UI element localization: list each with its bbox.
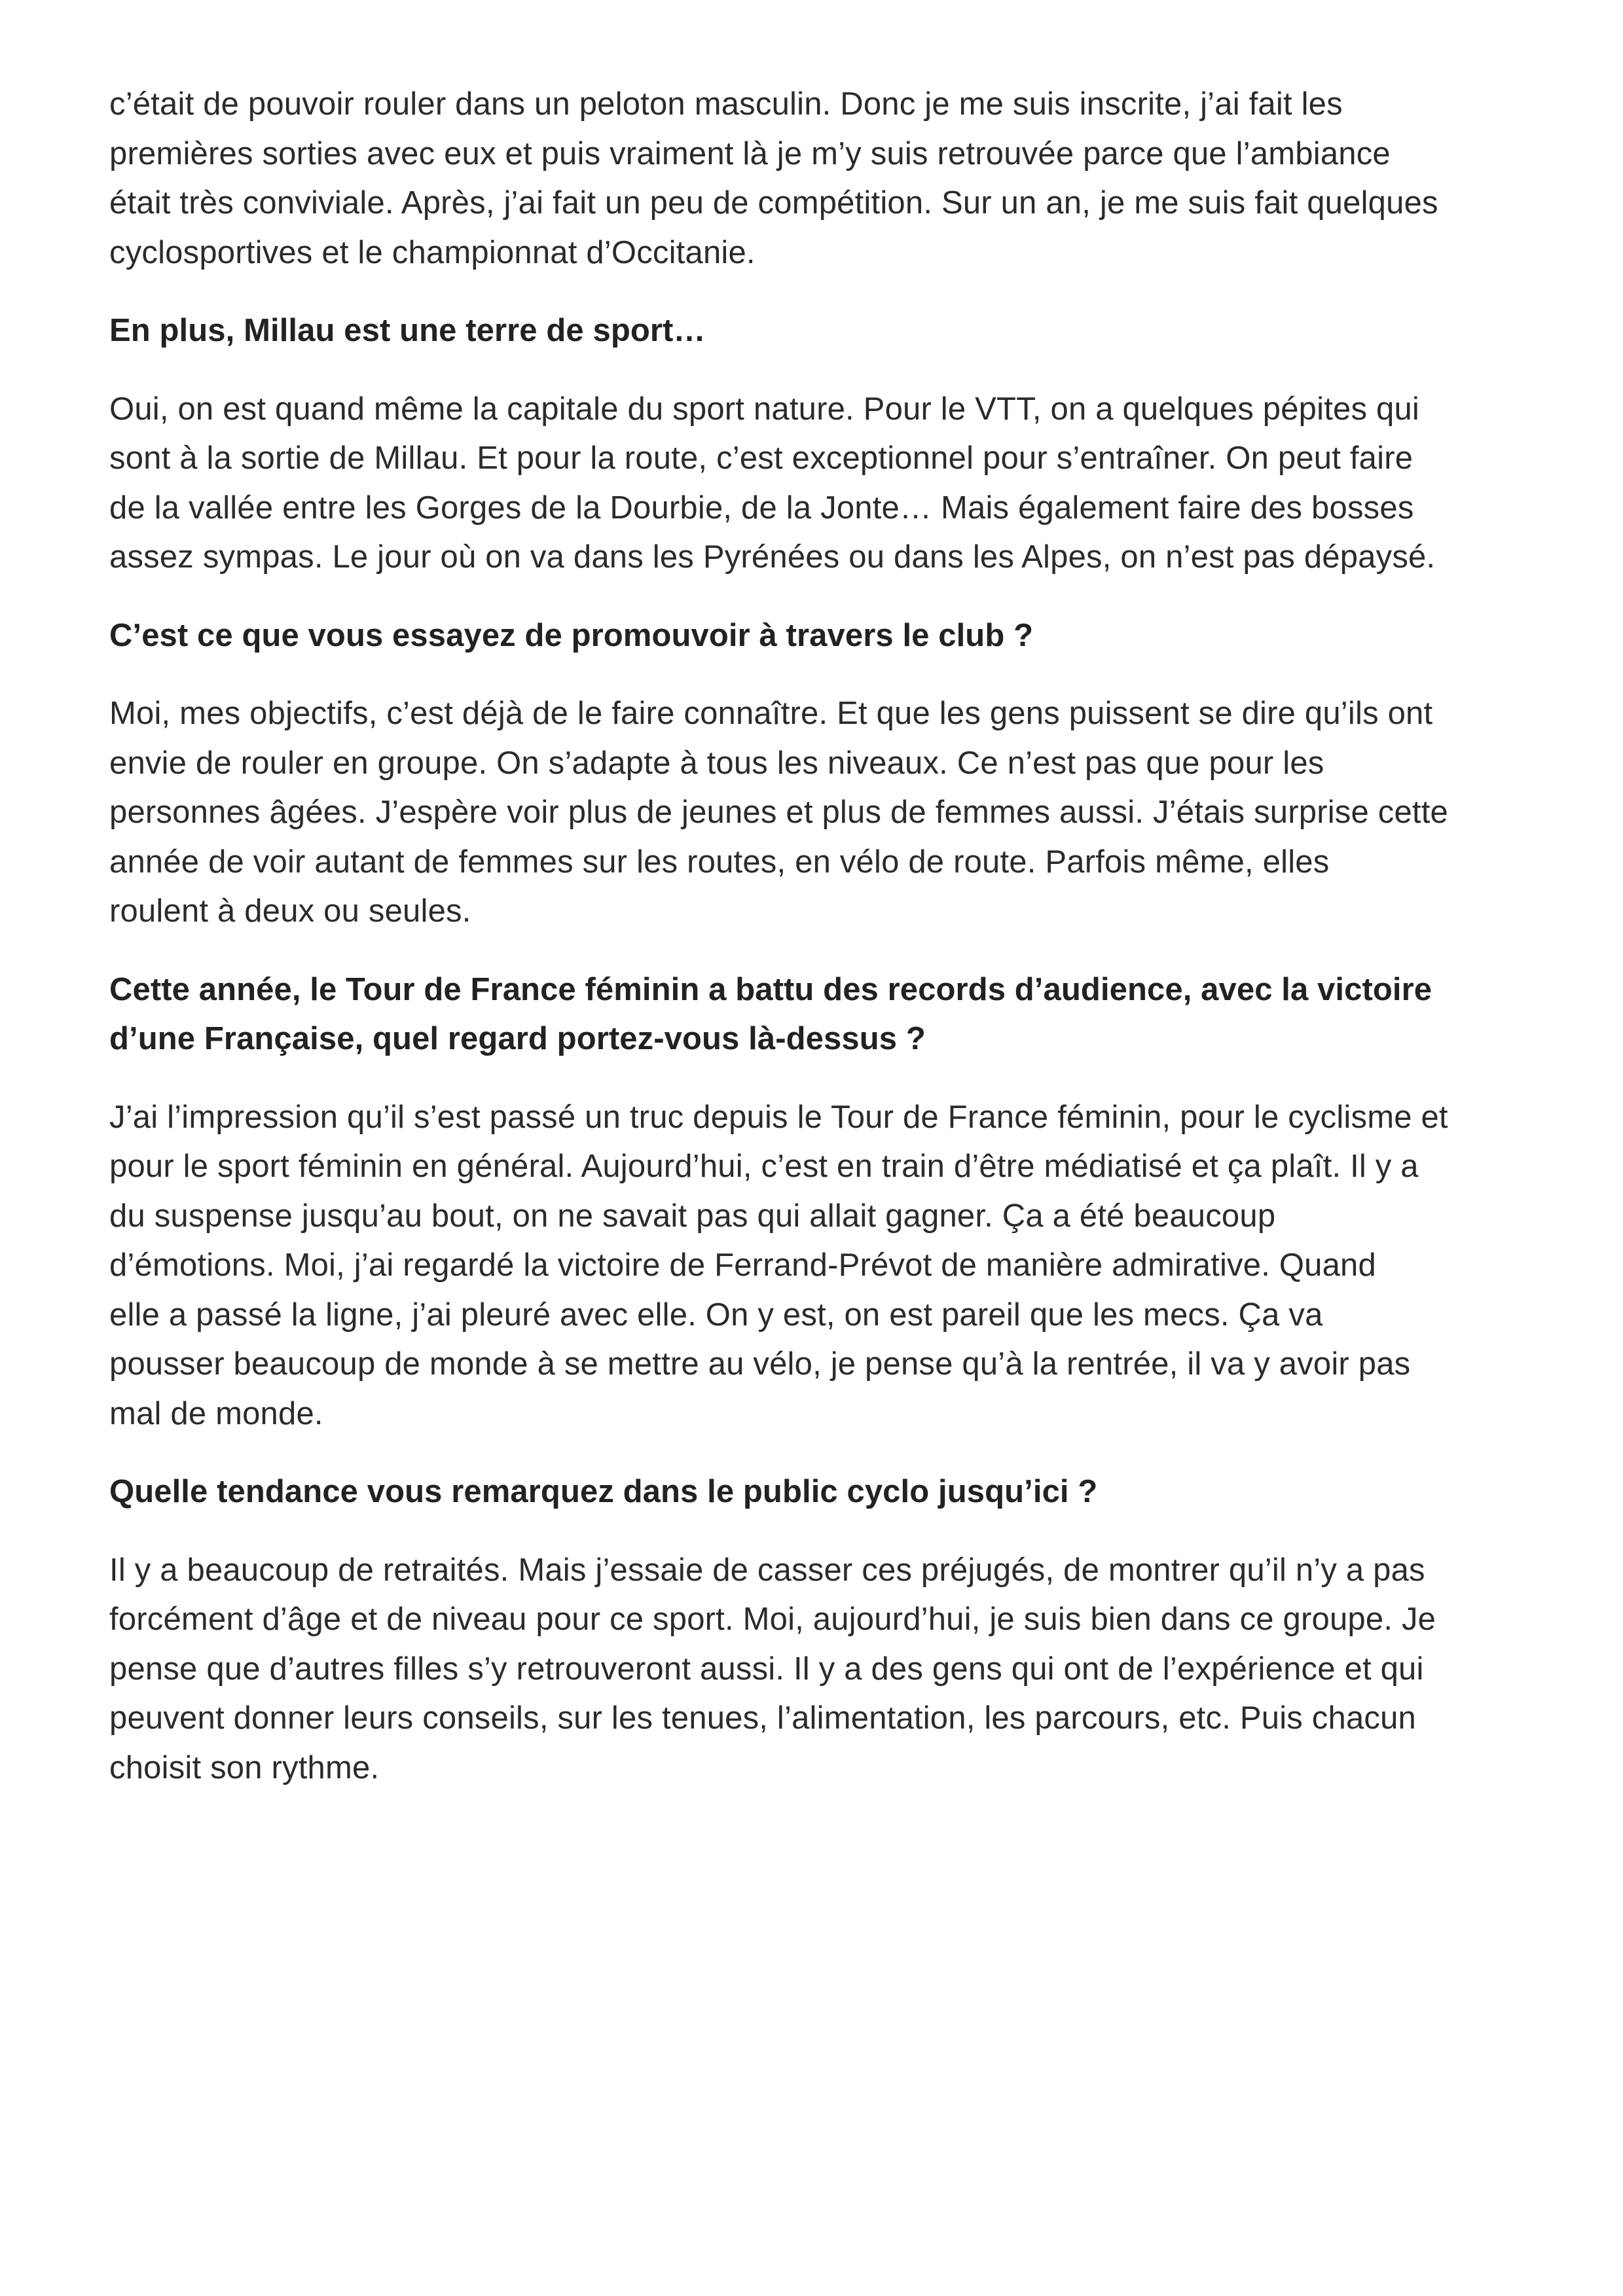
text-line: cyclosportives et le championnat d’Occitanie. bbox=[109, 234, 756, 270]
question-line: d’une Française, quel regard portez-vous là-dessus ? bbox=[109, 1021, 926, 1056]
answer-paragraph-4 bbox=[109, 1093, 1537, 1439]
text-line: pense que d’autres filles s’y retrouveront aussi. Il y a des gens qui ont de l’expérience et qui bbox=[109, 1651, 1424, 1687]
text-line: du suspense jusqu’au bout, on ne savait pas qui allait gagner. Ça a été beaucoup bbox=[109, 1198, 1276, 1234]
text-line: peuvent donner leurs conseils, sur les tenues, l’alimentation, les parcours, etc. Puis chacun bbox=[109, 1700, 1416, 1736]
text-line: était très conviviale. Après, j’ai fait un peu de compétition. Sur un an, je me suis fait quelques bbox=[109, 185, 1438, 221]
question-line: C’est ce que vous essayez de promouvoir à travers le club ? bbox=[109, 617, 1034, 653]
answer-paragraph-3 bbox=[109, 689, 1537, 937]
question-line: Cette année, le Tour de France féminin a battu des records d’audience, avec la victoire bbox=[109, 971, 1432, 1007]
question-line: Quelle tendance vous remarquez dans le public cyclo jusqu’ici ? bbox=[109, 1474, 1098, 1509]
text-line: Oui, on est quand même la capitale du sport nature. Pour le VTT, on a quelques pépites qui bbox=[109, 391, 1419, 427]
text-line: pour le sport féminin en général. Aujourd’hui, c’est en train d’être médiatisé et ça plaît. Il y a bbox=[109, 1149, 1419, 1184]
text-line: de la vallée entre les Gorges de la Dourbie, de la Jonte… Mais également faire des bosses bbox=[109, 490, 1414, 526]
text-line: sont à la sortie de Millau. Et pour la route, c’est exceptionnel pour s’entraîner. On peut faire bbox=[109, 440, 1413, 476]
text-line: envie de rouler en groupe. On s’adapte à tous les niveaux. Ce n’est pas que pour les bbox=[109, 745, 1324, 781]
text-line: forcément d’âge et de niveau pour ce sport. Moi, aujourd’hui, je suis bien dans ce groupe. Je bbox=[109, 1602, 1436, 1637]
question-line: En plus, Millau est une terre de sport… bbox=[109, 313, 706, 348]
text-line: Moi, mes objectifs, c’est déjà de le faire connaître. Et que les gens puissent se dire qu’ils ont bbox=[109, 696, 1433, 731]
text-line: mal de monde. bbox=[109, 1395, 323, 1431]
interview-question-3 bbox=[109, 965, 1537, 1064]
text-line: personnes âgées. J’espère voir plus de jeunes et plus de femmes aussi. J’étais surprise cette bbox=[109, 795, 1448, 830]
answer-paragraph-1 bbox=[109, 80, 1537, 278]
interview-question-4 bbox=[109, 1467, 1537, 1517]
text-line: premières sorties avec eux et puis vraiment là je m’y suis retrouvée parce que l’ambiance bbox=[109, 135, 1391, 171]
text-line: pousser beaucoup de monde à se mettre au vélo, je pense qu’à la rentrée, il va y avoir pas bbox=[109, 1346, 1411, 1382]
text-line: c’était de pouvoir rouler dans un peloton masculin. Donc je me suis inscrite, j’ai fait les bbox=[109, 86, 1343, 122]
interview-question-2 bbox=[109, 611, 1537, 661]
text-line: d’émotions. Moi, j’ai regardé la victoire de Ferrand-Prévot de manière admirative. Quand bbox=[109, 1247, 1376, 1283]
article-body bbox=[109, 80, 1537, 1821]
interview-question-1 bbox=[109, 306, 1537, 356]
text-line: roulent à deux ou seules. bbox=[109, 893, 471, 929]
text-line: assez sympas. Le jour où on va dans les Pyrénées ou dans les Alpes, on n’est pas dépaysé. bbox=[109, 539, 1436, 575]
text-line: Il y a beaucoup de retraités. Mais j’essaie de casser ces préjugés, de montrer qu’il n’y a pas bbox=[109, 1552, 1425, 1588]
answer-paragraph-5 bbox=[109, 1546, 1537, 1793]
answer-paragraph-2 bbox=[109, 385, 1537, 583]
text-line: année de voir autant de femmes sur les routes, en vélo de route. Parfois même, elles bbox=[109, 844, 1330, 880]
text-line: elle a passé la ligne, j’ai pleuré avec elle. On y est, on est pareil que les mecs. Ça va bbox=[109, 1297, 1323, 1333]
text-line: choisit son rythme. bbox=[109, 1749, 380, 1785]
text-line: J’ai l’impression qu’il s’est passé un truc depuis le Tour de France féminin, pour le cyclisme et bbox=[109, 1099, 1448, 1135]
